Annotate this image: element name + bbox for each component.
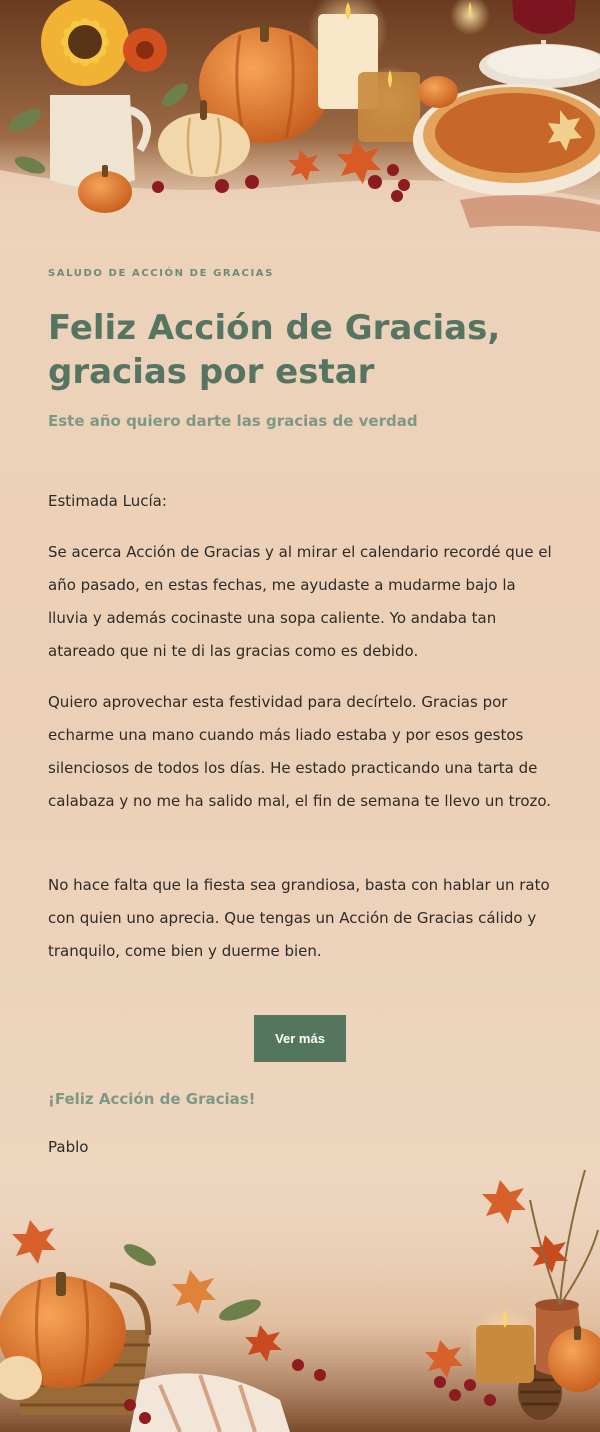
footer-illustration <box>0 1160 600 1432</box>
see-more-button[interactable]: Ver más <box>254 1015 346 1062</box>
closing-line: ¡Feliz Acción de Gracias! <box>48 1090 256 1108</box>
body-paragraph: Se acerca Acción de Gracias y al mirar el calendario recordé que el año pasado, en estas fechas, me ayudaste a mudarme bajo la lluvia y además cocinaste una sopa caliente. Yo andaba tan atareado que ni te di las gracias como es debido. <box>48 543 552 660</box>
signature: Pablo <box>48 1138 89 1156</box>
body-paragraph: Quiero aprovechar esta festividad para decírtelo. Gracias por echarme una mano cuando más liado estaba y por esos gestos silenciosos de todos los días. He estado practicando una tarta de calabaza y no me ha salido mal, el fin de semana te llevo un trozo. <box>48 693 552 810</box>
email-subtitle: Este año quiero darte las gracias de verdad <box>48 412 418 430</box>
body-paragraph: No hace falta que la fiesta sea grandiosa, basta con hablar un rato con quien uno aprecia. Que tengas un Acción de Gracias cálido y tranquilo, come bien y duerme bien. <box>48 876 550 960</box>
candle-icon <box>467 1307 543 1383</box>
header-illustration <box>0 0 600 250</box>
eyebrow-label: SALUDO DE ACCIÓN DE GRACIAS <box>48 268 274 279</box>
greeting: Estimada Lucía: <box>48 492 167 510</box>
email-title: Feliz Acción de Gracias, gracias por estar <box>48 308 501 392</box>
